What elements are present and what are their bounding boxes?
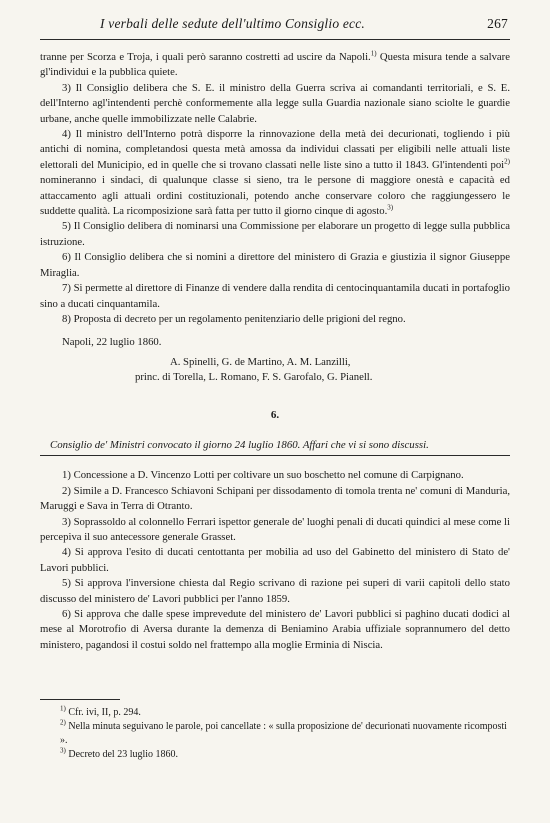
agenda-item: 5) Si approva l'inversione chiesta dal Regio scrivano di razione pei superi di varii capitoli dello stato discusso del ministero de' Lavori pubblici per l'anno 1859. bbox=[40, 577, 510, 605]
signers bbox=[40, 355, 510, 386]
header-rule bbox=[40, 39, 510, 40]
footnote-rule bbox=[40, 699, 120, 700]
footnotes bbox=[40, 699, 510, 762]
agenda-items bbox=[40, 468, 510, 653]
running-title: I verbali delle sedute dell'ultimo Consiglio ecc. bbox=[100, 16, 366, 31]
paragraph-item-5: 5) Il Consiglio delibera di nominarsi una Commissione per elaborare un progetto di legge sulla pubblica istruzione. bbox=[40, 220, 510, 248]
page-number: 267 bbox=[487, 16, 508, 31]
paragraph-continuation: tranne per Scorza e Troja, i quali però saranno costretti ad uscire da Napoli.$^{1)}$ Questa misura tende a salvare gl'individui e la pubblica quiete. bbox=[40, 49, 510, 79]
signers-line-2: princ. di Torella, L. Romano, F. S. Garofalo, G. Pianell. bbox=[135, 371, 373, 384]
paragraph-item-3: 3) Il Consiglio delibera che S. E. il ministro della Guerra scriva ai comandanti territoriali, e S. E. dell'Interno agl'intendenti perchè conformemente alla legge sulla Guardia nazionale siano sciolte le guardie urbane, anche quelle immobilizzate nelle Calabrie. bbox=[40, 81, 510, 125]
paragraph-item-7: 7) Si permette al direttore di Finanze di vendere dalla rendita di centocinquantamila ducati in portafoglio sino a ducati cinquantamila. bbox=[40, 282, 510, 310]
footnote-ref: 2) bbox=[504, 157, 510, 166]
signers-line-1: A. Spinelli, G. de Martino, A. M. Lanzilli, bbox=[170, 355, 351, 368]
section-number: 6. bbox=[270, 408, 280, 421]
paragraph-item-8: 8) Proposta di decreto per un regolamento penitenziario delle prigioni del regno. bbox=[62, 312, 406, 325]
footnote-3: $^{3)}$ Decreto del 23 luglio 1860. bbox=[60, 746, 179, 761]
footnote-ref: 3) bbox=[387, 203, 394, 212]
section-subtitle: Consiglio de' Ministri convocato il giorno 24 luglio 1860. Affari che vi si sono discussi. bbox=[40, 438, 510, 456]
paragraph-item-4: 4) Il ministro dell'Interno potrà disporre la rinnovazione della metà dei decurionati, togliendo i più antichi di nomina, completandosi questa metà amossa da individui classati per eligibili nelle attuali liste elettorali del Municipio, ed in quelle che si trovano classati nelle liste sino a tutto il 1843. Gl'intendenti poi$^{2)}$ nomineranno i sindaci, di qualunque classe si sieno, tra le persone di maggiore onestà e capacità ed attaccamento agli attuali ordini costituzionali, potendo anche conservare coloro che raggiungessero le suddette qualità. La ricomposizione sarà fatta per tutto il giorno cinque di agosto.$^{3)}$ bbox=[40, 128, 510, 218]
page bbox=[40, 16, 510, 762]
top-paragraphs bbox=[40, 50, 510, 327]
running-head bbox=[40, 16, 510, 35]
agenda-item: 3) Soprassoldo al colonnello Ferrari ispettor generale de' luoghi penali di ducati quindici al mese come li percepiva il suo antecessore generale Grasset. bbox=[40, 515, 510, 543]
agenda-item: 2) Simile a D. Francesco Schiavoni Schipani per dissodamento di tomola trenta ne' comuni di Manduria, Maruggi e Sava in Terra di Otranto. bbox=[40, 484, 510, 513]
footnote-1: $^{1)}$ Cfr. ivi, II, p. 294. bbox=[60, 704, 141, 719]
footnote-2: $^{2)}$ Nella minuta seguivano le parole, poi cancellate : « sulla proposizione de' decurionati nuovamente ricomposti ». bbox=[60, 718, 507, 747]
place-date: Napoli, 22 luglio 1860. bbox=[62, 336, 162, 349]
agenda-item: 4) Si approva l'esito di ducati centottanta per mobilia ad uso del Gabinetto del ministero di Stato de' Lavori pubblici. bbox=[40, 546, 510, 574]
footnote-ref: 1) bbox=[370, 49, 377, 58]
paragraph-item-6: 6) Il Consiglio delibera che si nomini a direttore del ministero di Grazia e giustizia il signor Giuseppe Miraglia. bbox=[40, 251, 510, 279]
agenda-item: 1) Concessione a D. Vincenzo Lotti per coltivare un suo boschetto nel comune di Carpignano. bbox=[62, 469, 464, 482]
agenda-item: 6) Si approva che dalle spese imprevedute del ministero de' Lavori pubblici si paghino ducati dodici al mese al Morotrofio di Aversa durante la demenza di Beniamino Arabia uffiziale soprannumero del detto ministero, pagandosi il costui soldo nel frattempo alla moglie Erminia di Niscia. bbox=[40, 608, 510, 651]
